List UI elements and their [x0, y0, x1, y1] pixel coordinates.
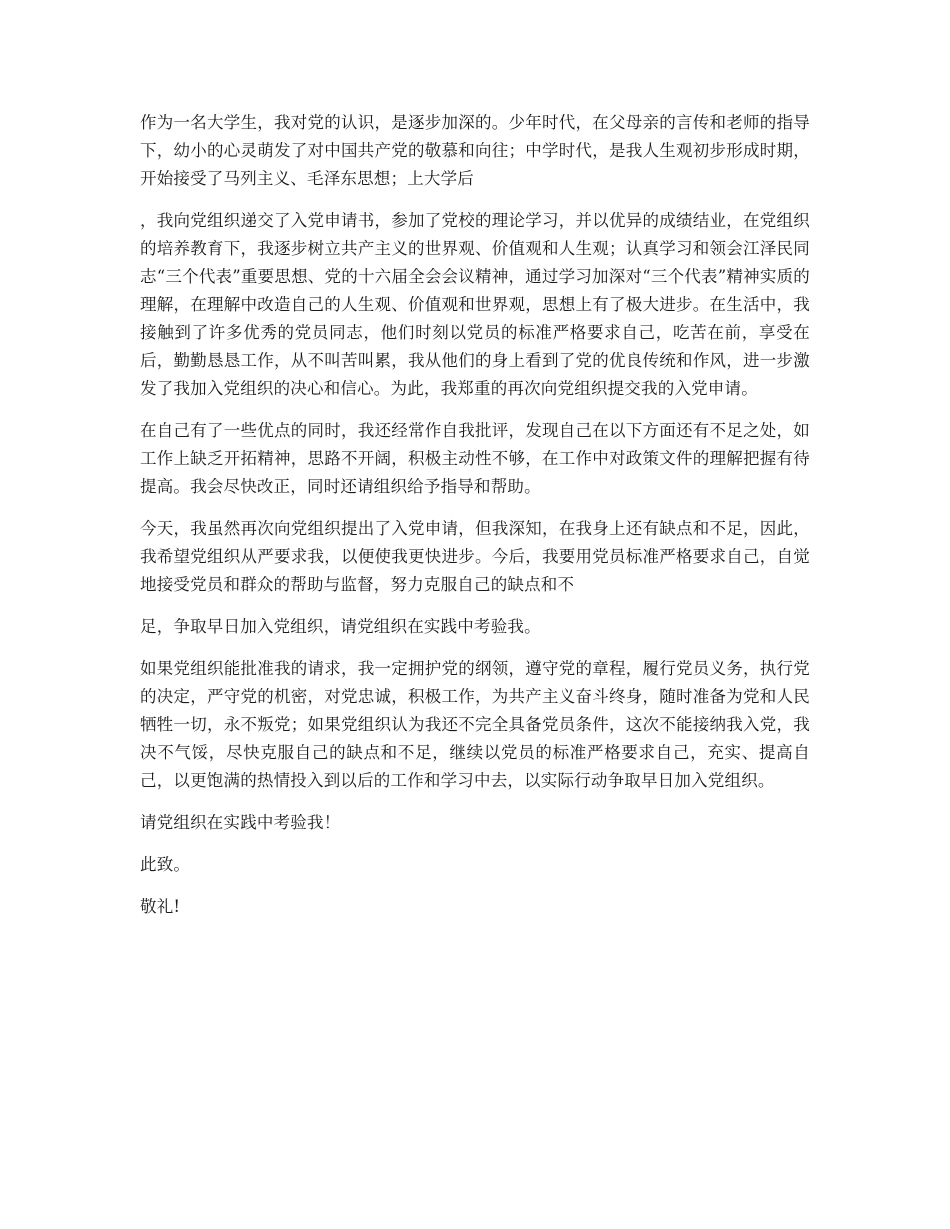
- paragraph-continuation: 足，争取早日加入党组织，请党组织在实践中考验我。: [140, 617, 541, 636]
- closing-salutation: 此致。: [140, 855, 191, 874]
- closing-regards: 敬礼!: [140, 897, 181, 916]
- paragraph-intro: 作为一名大学生，我对党的认识，是逐步加深的。少年时代，在父母亲的言传和老师的指导下，幼小的心灵萌发了对中国共产党的敬慕和向往；中学时代，是我人生观初步形成时期，开始接受了马列主义、毛泽东思想；上大学后: [140, 113, 810, 188]
- paragraph-self-criticism: 在自己有了一些优点的同时，我还经常作自我批评，发现自己在以下方面还有不足之处，如工作上缺乏开拓精神，思路不开阔，积极主动性不够，在工作中对政策文件的理解把握有待提高。我会尽快改正，同时还请组织给予指导和帮助。: [140, 421, 810, 496]
- paragraph-appeal: 请党组织在实践中考验我！: [140, 813, 341, 832]
- paragraph-application: ，我向党组织递交了入党申请书，参加了党校的理论学习，并以优异的成绩结业，在党组织的培养教育下，我逐步树立共产主义的世界观、价值观和人生观；认真学习和领会江泽民同志“三个代表”重要思想、党的十六届全会会议精神，通过学习加深对“三个代表”精神实质的理解，在理解中改造自己的人生观、价值观和世界观，思想上有了极大进步。在生活中，我接触到了许多优秀的党员同志，他们时刻以党员的标准严格要求自己，吃苦在前，享受在后，勤勤恳恳工作，从不叫苦叫累，我从他们的身上看到了党的优良传统和作风，进一步激发了我加入党组织的决心和信心。为此，我郑重的再次向党组织提交我的入党申请。: [140, 211, 810, 398]
- document-body: [140, 109, 810, 935]
- paragraph-commitment: 如果党组织能批准我的请求，我一定拥护党的纲领，遵守党的章程，履行党员义务，执行党的决定，严守党的机密，对党忠诚，积极工作，为共产主义奋斗终身，随时准备为党和人民牺牲一切，永不叛党；如果党组织认为我还不完全具备党员条件，这次不能接纳我入党，我决不气馁，尽快克服自己的缺点和不足，继续以党员的标准严格要求自己，充实、提高自己，以更饱满的热情投入到以后的工作和学习中去，以实际行动争取早日加入党组织。: [140, 659, 810, 790]
- paragraph-today: 今天，我虽然再次向党组织提出了入党申请，但我深知，在我身上还有缺点和不足，因此，我希望党组织从严要求我，以便使我更快进步。今后，我要用党员标准严格要求自己，自觉地接受党员和群众的帮助与监督，努力克服自己的缺点和不: [140, 519, 810, 594]
